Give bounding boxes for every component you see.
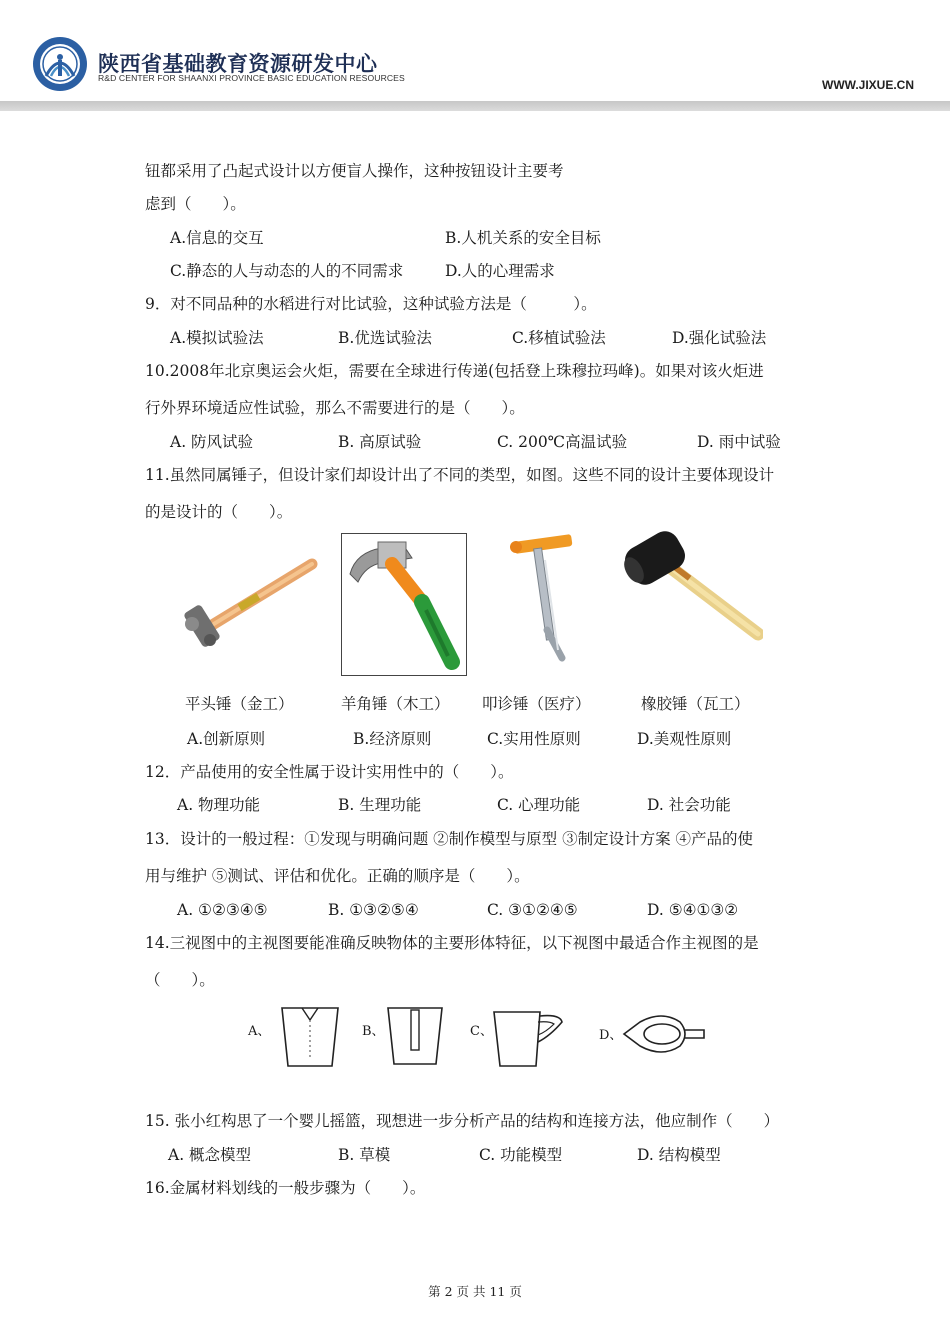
question-13-text-line1: 13．设计的一般过程：①发现与明确问题 ②制作模型与原型 ③制定设计方案 ④产品的使 xyxy=(145,830,754,848)
question-8-option-d: D.人的心理需求 xyxy=(445,262,555,280)
view-b-label: B、 xyxy=(362,1024,385,1039)
question-13-option-d: D. ⑤④①③② xyxy=(647,901,739,919)
org-name-cn: 陕西省基础教育资源研发中心 xyxy=(98,52,378,76)
question-15-option-c: C. 功能模型 xyxy=(479,1146,563,1164)
question-15-text: 15. 张小红构思了一个婴儿摇篮，现想进一步分析产品的结构和连接方法，他应制作（ ） xyxy=(145,1112,780,1130)
rubber-mallet-image xyxy=(618,530,763,645)
view-d-label: D、 xyxy=(599,1028,623,1043)
question-15-option-b: B. 草模 xyxy=(338,1146,391,1164)
question-13-option-c: C. ③①②④⑤ xyxy=(487,901,578,919)
question-11-option-b: B.经济原则 xyxy=(353,730,432,748)
question-12-option-a: A. 物理功能 xyxy=(177,796,261,814)
question-11-option-d: D.美观性原则 xyxy=(637,730,732,748)
question-13-option-b: B. ①③②⑤④ xyxy=(328,901,419,919)
view-a-figure xyxy=(268,1000,350,1074)
ball-peen-hammer-image xyxy=(182,548,322,658)
claw-hammer-image xyxy=(341,533,467,676)
question-10-text-line2: 行外界环境适应性试验，那么不需要进行的是（ ）。 xyxy=(145,399,525,417)
question-8-text-line2: 虑到（ ）。 xyxy=(145,195,246,213)
question-14-text-line1: 14.三视图中的主视图要能准确反映物体的主要形体特征，以下视图中最适合作主视图的是 xyxy=(145,934,759,952)
org-name-en: R&D CENTER FOR SHAANXI PROVINCE BASIC EDUCATION RESOURCES xyxy=(98,73,405,83)
hammer-caption-2: 羊角锤（木工） xyxy=(341,695,450,713)
question-12-option-c: C. 心理功能 xyxy=(497,796,581,814)
question-15-option-a: A. 概念模型 xyxy=(168,1146,252,1164)
question-11-text-line1: 11.虽然同属锤子，但设计家们却设计出了不同的类型，如图。这些不同的设计主要体现设计 xyxy=(145,466,775,484)
question-8-option-c: C.静态的人与动态的人的不同需求 xyxy=(170,262,404,280)
question-10-option-a: A. 防风试验 xyxy=(170,433,254,451)
hammer-caption-3: 叩诊锤（医疗） xyxy=(482,695,591,713)
hammer-caption-1: 平头锤（金工） xyxy=(185,695,294,713)
question-8-option-b: B.人机关系的安全目标 xyxy=(445,229,601,247)
question-14-text-line2: （ ）。 xyxy=(145,971,215,989)
hammer-caption-4: 橡胶锤（瓦工） xyxy=(641,695,750,713)
question-10-option-b: B. 高原试验 xyxy=(338,433,422,451)
question-12-option-b: B. 生理功能 xyxy=(338,796,422,814)
question-8-option-a: A.信息的交互 xyxy=(170,229,264,247)
view-b-figure xyxy=(380,1000,452,1070)
view-d-figure xyxy=(618,1006,710,1066)
page-number: 第 2 页 共 11 页 xyxy=(428,1284,522,1299)
question-13-text-line2: 用与维护 ⑤测试、评估和优化。正确的顺序是（ ）。 xyxy=(145,867,530,885)
question-16-text: 16.金属材料划线的一般步骤为（ ）。 xyxy=(145,1179,426,1197)
question-11-option-a: A.创新原则 xyxy=(187,730,266,748)
question-9-option-d: D.强化试验法 xyxy=(672,329,767,347)
reflex-hammer-image xyxy=(500,530,610,665)
question-13-option-a: A. ①②③④⑤ xyxy=(177,901,268,919)
question-9-option-c: C.移植试验法 xyxy=(512,329,606,347)
question-10-option-d: D. 雨中试验 xyxy=(697,433,781,451)
view-c-label: C、 xyxy=(470,1024,493,1039)
question-15-option-d: D. 结构模型 xyxy=(637,1146,721,1164)
website-link[interactable]: WWW.JIXUE.CN xyxy=(822,78,914,92)
question-10-text-line1: 10.2008年北京奥运会火炬，需要在全球进行传递(包括登上珠穆拉玛峰)。如果对该火炬进 xyxy=(145,362,764,380)
header-rule xyxy=(0,101,950,111)
view-a-label: A、 xyxy=(248,1024,271,1039)
question-9-option-a: A.模拟试验法 xyxy=(170,329,264,347)
question-9-option-b: B.优选试验法 xyxy=(338,329,432,347)
question-11-option-c: C.实用性原则 xyxy=(487,730,581,748)
page-header xyxy=(0,0,950,112)
question-12-text: 12．产品使用的安全性属于设计实用性中的（ ）。 xyxy=(145,763,514,781)
view-c-figure xyxy=(488,1002,568,1072)
question-12-option-d: D. 社会功能 xyxy=(647,796,731,814)
question-9-text: 9．对不同品种的水稻进行对比试验，这种试验方法是（ ）。 xyxy=(145,295,597,313)
question-11-text-line2: 的是设计的（ ）。 xyxy=(145,503,293,521)
org-logo-icon xyxy=(32,36,88,92)
question-8-text-line1: 钮都采用了凸起式设计以方便盲人操作，这种按钮设计主要考 xyxy=(145,162,564,180)
question-10-option-c: C. 200℃高温试验 xyxy=(497,433,628,451)
